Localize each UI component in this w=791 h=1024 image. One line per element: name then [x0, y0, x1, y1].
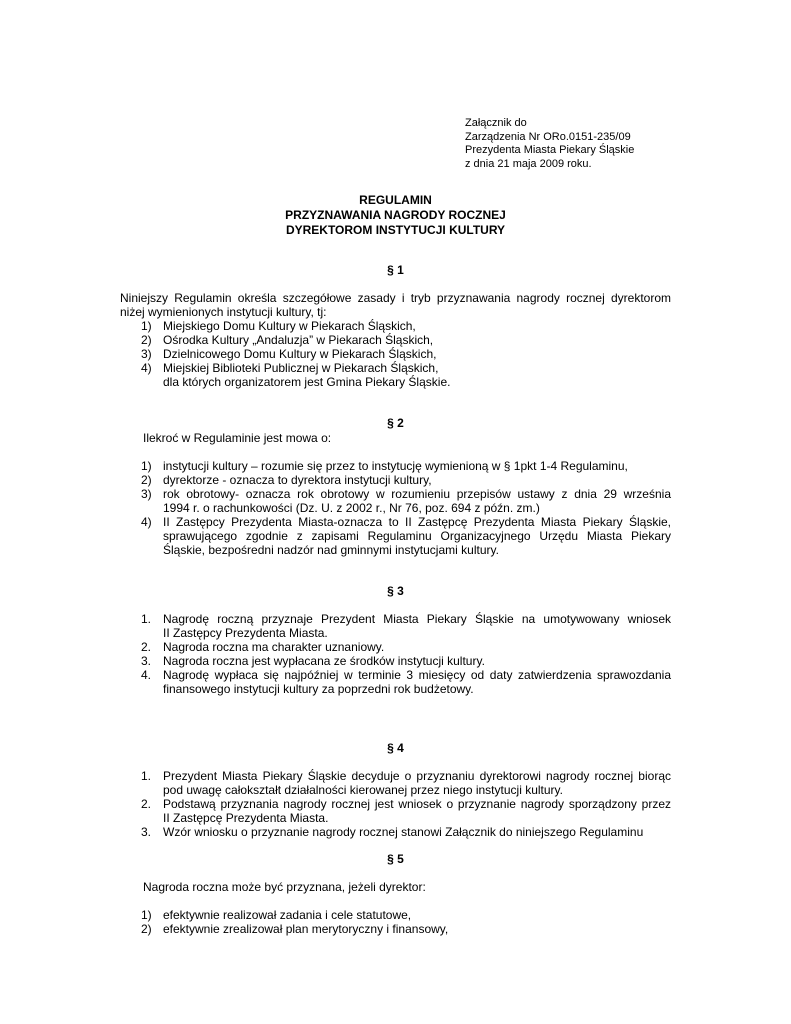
s5-item-1-text: efektywnie realizował zadania i cele statutowe,	[163, 908, 412, 922]
s3-item-4-line-1: Nagrodę wypłaca się najpóźniej w terminie 3 miesięcy od daty zatwierdzenia sprawozdania	[163, 668, 671, 682]
s4-item-2-number: 2.	[141, 797, 152, 811]
s1-item-1-text: Miejskiego Domu Kultury w Piekarach Śląskich,	[163, 319, 416, 333]
s2-item-1-text: instytucji kultury – rozumie się przez to instytucję wymienioną w § 1pkt 1-4 Regulaminu,	[163, 459, 628, 473]
s2-item-4-line-2: sprawującego zgodnie z zapisami Regulaminu Organizacyjnego Urzędu Miasta Piekary	[163, 529, 671, 543]
s3-item-1-line-1: Nagrodę roczną przyznaje Prezydent Miasta Piekary Śląskie na umotywowany wniosek	[163, 612, 671, 626]
s3-item-4-line-2: finansowego instytucji kultury za poprzedni rok budżetowy.	[163, 682, 474, 696]
s2-item-2-number: 2)	[141, 473, 152, 487]
s1-item-3-text: Dzielnicowego Domu Kultury w Piekarach Śląskich,	[163, 347, 437, 361]
s3-item-2-text: Nagroda roczna ma charakter uznaniowy.	[163, 640, 385, 654]
attachment-line-4: z dnia 21 maja 2009 roku.	[465, 157, 592, 170]
s1-item-2-number: 2)	[141, 333, 152, 347]
s4-item-3-text: Wzór wniosku o przyznanie nagrody rocznej stanowi Załącznik do niniejszego Regulaminu	[163, 825, 644, 839]
s2-item-3-number: 3)	[141, 487, 152, 501]
section-2-intro: Ilekroć w Regulaminie jest mowa o:	[143, 431, 332, 445]
s3-item-3-number: 3.	[141, 654, 152, 668]
s2-item-4-line-3: Śląskie, bezpośredni nadzór nad gminnymi instytucjami kultury.	[163, 543, 499, 557]
s3-item-1-line-2: II Zastępcy Prezydenta Miasta.	[163, 626, 328, 640]
s4-item-1-line-1: Prezydent Miasta Piekary Śląskie decyduje o przyznaniu dyrektorowi nagrody rocznej biorąc	[163, 769, 671, 783]
s3-item-3-text: Nagroda roczna jest wypłacana ze środków instytucji kultury.	[163, 654, 485, 668]
section-4-heading: § 4	[387, 741, 404, 755]
section-1-intro-line-1: Niniejszy Regulamin określa szczegółowe zasady i tryb przyznawania nagrody rocznej dyrektorom	[120, 291, 671, 305]
s4-item-1-number: 1.	[141, 769, 152, 783]
s5-item-2-number: 2)	[141, 922, 152, 936]
s4-item-3-number: 3.	[141, 825, 152, 839]
s3-item-2-number: 2.	[141, 640, 152, 654]
section-2-heading: § 2	[387, 416, 404, 430]
s1-item-4-text: Miejskiej Biblioteki Publicznej w Piekarach Śląskich,	[163, 361, 439, 375]
title-line-3: DYREKTOROM INSTYTUCJI KULTURY	[285, 223, 506, 237]
s2-item-4-line-1: II Zastępcy Prezydenta Miasta-oznacza to II Zastępcę Prezydenta Miasta Piekary Śląskie,	[163, 515, 671, 529]
section-1-intro-line-2: niżej wymienionych instytucji kultury, tj:	[120, 305, 327, 319]
s1-item-1-number: 1)	[141, 319, 152, 333]
s3-item-1-number: 1.	[141, 612, 152, 626]
s1-item-2-text: Ośrodka Kultury „Andaluzja” w Piekarach Śląskich,	[163, 333, 434, 347]
s3-item-4-number: 4.	[141, 668, 152, 682]
attachment-line-3: Prezydenta Miasta Piekary Śląskie	[465, 144, 635, 156]
s2-item-4-number: 4)	[141, 515, 152, 529]
s1-item-3-number: 3)	[141, 347, 152, 361]
title-line-1: REGULAMIN	[359, 193, 432, 207]
s2-item-2-text: dyrektorze - oznacza to dyrektora instytucji kultury,	[163, 473, 432, 487]
s2-item-3-line-2: 1994 r. o rachunkowości (Dz. U. z 2002 r., Nr 76, poz. 694 z późn. zm.)	[163, 501, 540, 515]
section-5-intro: Nagroda roczna może być przyznana, jeżeli dyrektor:	[143, 880, 426, 894]
section-3-heading: § 3	[387, 584, 404, 598]
s4-item-1-line-2: pod uwagę całokształt działalności kierowanej przez niego instytucji kultury.	[163, 783, 563, 797]
s4-item-2-line-2: II Zastępcę Prezydenta Miasta.	[163, 811, 329, 825]
s5-item-1-number: 1)	[141, 908, 152, 922]
s2-item-3-line-1: rok obrotowy- oznacza rok obrotowy w rozumieniu przepisów ustawy z dnia 29 września	[163, 487, 671, 501]
attachment-line-2: Zarządzenia Nr ORo.0151-235/09	[465, 130, 631, 143]
s5-item-2-text: efektywnie zrealizował plan merytoryczny i finansowy,	[163, 922, 449, 936]
section-1-heading: § 1	[387, 263, 404, 277]
section-5-heading: § 5	[387, 852, 404, 866]
attachment-line-1: Załącznik do	[465, 117, 527, 129]
attachment-header	[465, 117, 634, 171]
s4-item-2-line-1: Podstawą przyznania nagrody rocznej jest wniosek o przyznanie nagrody sporządzony przez	[163, 797, 671, 811]
document-title	[0, 193, 791, 238]
s2-item-1-number: 1)	[141, 459, 152, 473]
s1-closing: dla których organizatorem jest Gmina Piekary Śląskie.	[163, 375, 451, 389]
title-line-2: PRZYZNAWANIA NAGRODY ROCZNEJ	[285, 208, 506, 222]
s1-item-4-number: 4)	[141, 361, 152, 375]
